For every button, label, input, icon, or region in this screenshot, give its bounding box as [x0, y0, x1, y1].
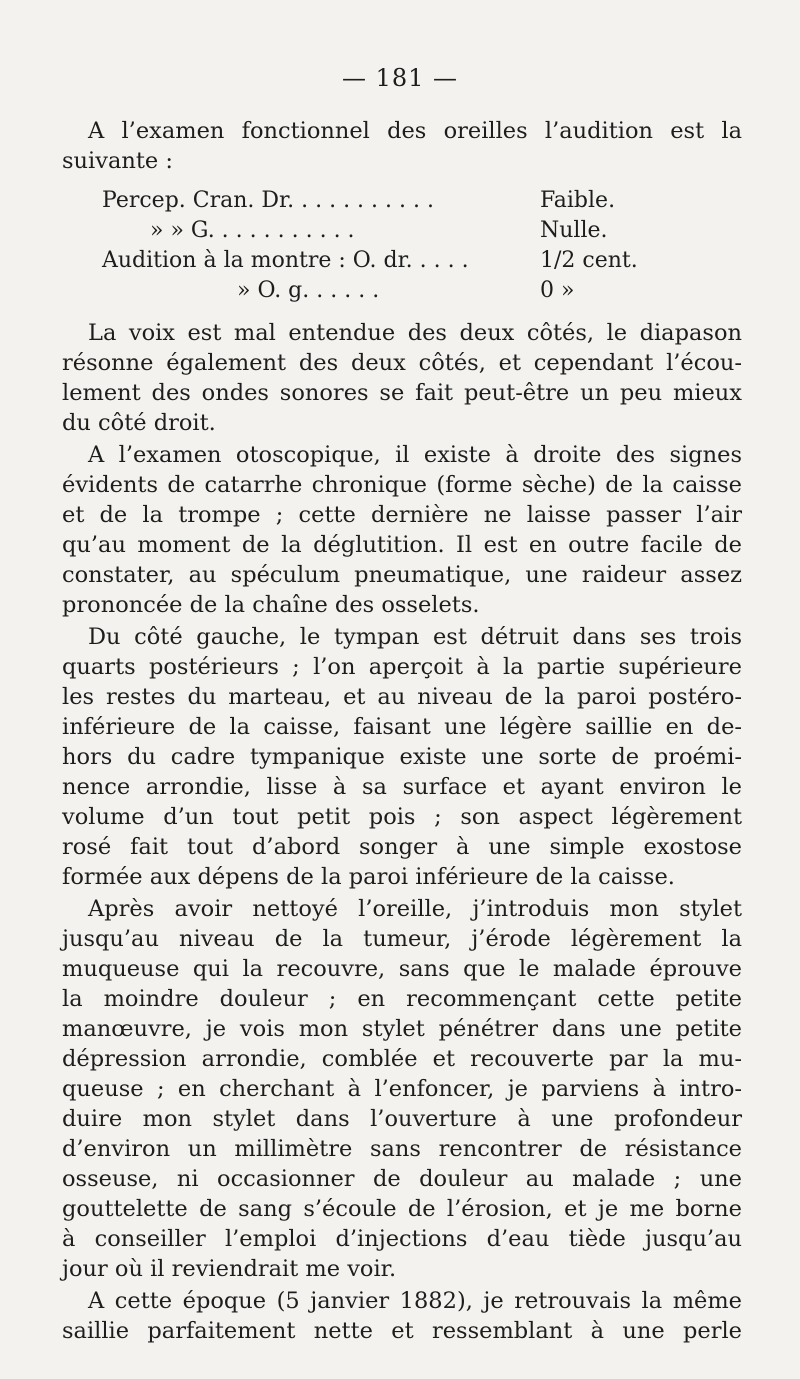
text-line: d’environ un millimètre sans rencontrer de résistance [62, 1136, 742, 1162]
text-line: jusqu’au niveau de la tumeur, j’érode légèrement la [62, 926, 742, 952]
text-line: Après avoir nettoyé l’oreille, j’introduis mon stylet [88, 896, 742, 922]
text-line: du côté droit. [62, 410, 216, 436]
text-line: dépression arrondie, comblée et recouverte par la mu- [62, 1046, 742, 1072]
text-line: muqueuse qui la recouvre, sans que le malade éprouve [62, 956, 742, 982]
text-line: résonne également des deux côtés, et cependant l’écou- [62, 350, 742, 376]
table-label: » » G. . . . . . . . . . . [150, 218, 355, 243]
text-line: rosé fait tout d’abord songer à une simple exostose [62, 834, 742, 860]
text-line: hors du cadre tympanique existe une sorte de proémi- [62, 744, 742, 770]
text-line: suivante : [62, 148, 173, 174]
text-line: quarts postérieurs ; l’on aperçoit à la partie supérieure [62, 654, 742, 680]
text-line: qu’au moment de la déglutition. Il est en outre facile de [62, 532, 742, 558]
table-value: Nulle. [540, 218, 608, 243]
table-label: Percep. Cran. Dr. . . . . . . . . . . [102, 188, 434, 213]
text-line: La voix est mal entendue des deux côtés, le diapason [88, 320, 742, 346]
text-line: manœuvre, je vois mon stylet pénétrer dans une petite [62, 1016, 742, 1042]
text-line: A cette époque (5 janvier 1882), je retrouvais la même [88, 1288, 742, 1314]
text-line: la moindre douleur ; en recommençant cette petite [62, 986, 742, 1012]
table-value: Faible. [540, 188, 616, 213]
table-label: » O. g. . . . . . [237, 278, 380, 303]
text-line: inférieure de la caisse, faisant une légère saillie en de- [62, 714, 742, 740]
text-line: saillie parfaitement nette et ressemblant à une perle [62, 1318, 742, 1344]
text-line: formée aux dépens de la paroi inférieure de la caisse. [62, 864, 675, 890]
text-line: lement des ondes sonores se fait peut-être un peu mieux [62, 380, 742, 406]
text-line: constater, au spéculum pneumatique, une raideur assez [62, 562, 742, 588]
text-line: prononcée de la chaîne des osselets. [62, 592, 480, 618]
text-line: A l’examen fonctionnel des oreilles l’audition est la [88, 118, 742, 144]
text-line: A l’examen otoscopique, il existe à droite des signes [88, 442, 742, 468]
text-line: queuse ; en cherchant à l’enfoncer, je parviens à intro- [62, 1076, 742, 1102]
text-line: osseuse, ni occasionner de douleur au malade ; une [62, 1166, 742, 1192]
text-line: évidents de catarrhe chronique (forme sèche) de la caisse [62, 472, 742, 498]
text-line: volume d’un tout petit pois ; son aspect légèrement [62, 804, 742, 830]
text-line: jour où il reviendrait me voir. [62, 1256, 397, 1282]
text-line: et de la trompe ; cette dernière ne laisse passer l’air [62, 502, 742, 528]
text-line: à conseiller l’emploi d’injections d’eau tiède jusqu’au [62, 1226, 742, 1252]
page-number: — 181 — [341, 64, 459, 92]
table-label: Audition à la montre : O. dr. . . . . [102, 248, 469, 273]
text-line: nence arrondie, lisse à sa surface et ayant environ le [62, 774, 742, 800]
text-line: duire mon stylet dans l’ouverture à une profondeur [62, 1106, 742, 1132]
text-line: Du côté gauche, le tympan est détruit dans ses trois [88, 624, 742, 650]
table-value: 1/2 cent. [540, 248, 638, 273]
text-line: gouttelette de sang s’écoule de l’érosion, et je me borne [62, 1196, 742, 1222]
text-line: les restes du marteau, et au niveau de la paroi postéro- [62, 684, 742, 710]
table-value: 0 » [540, 278, 575, 303]
